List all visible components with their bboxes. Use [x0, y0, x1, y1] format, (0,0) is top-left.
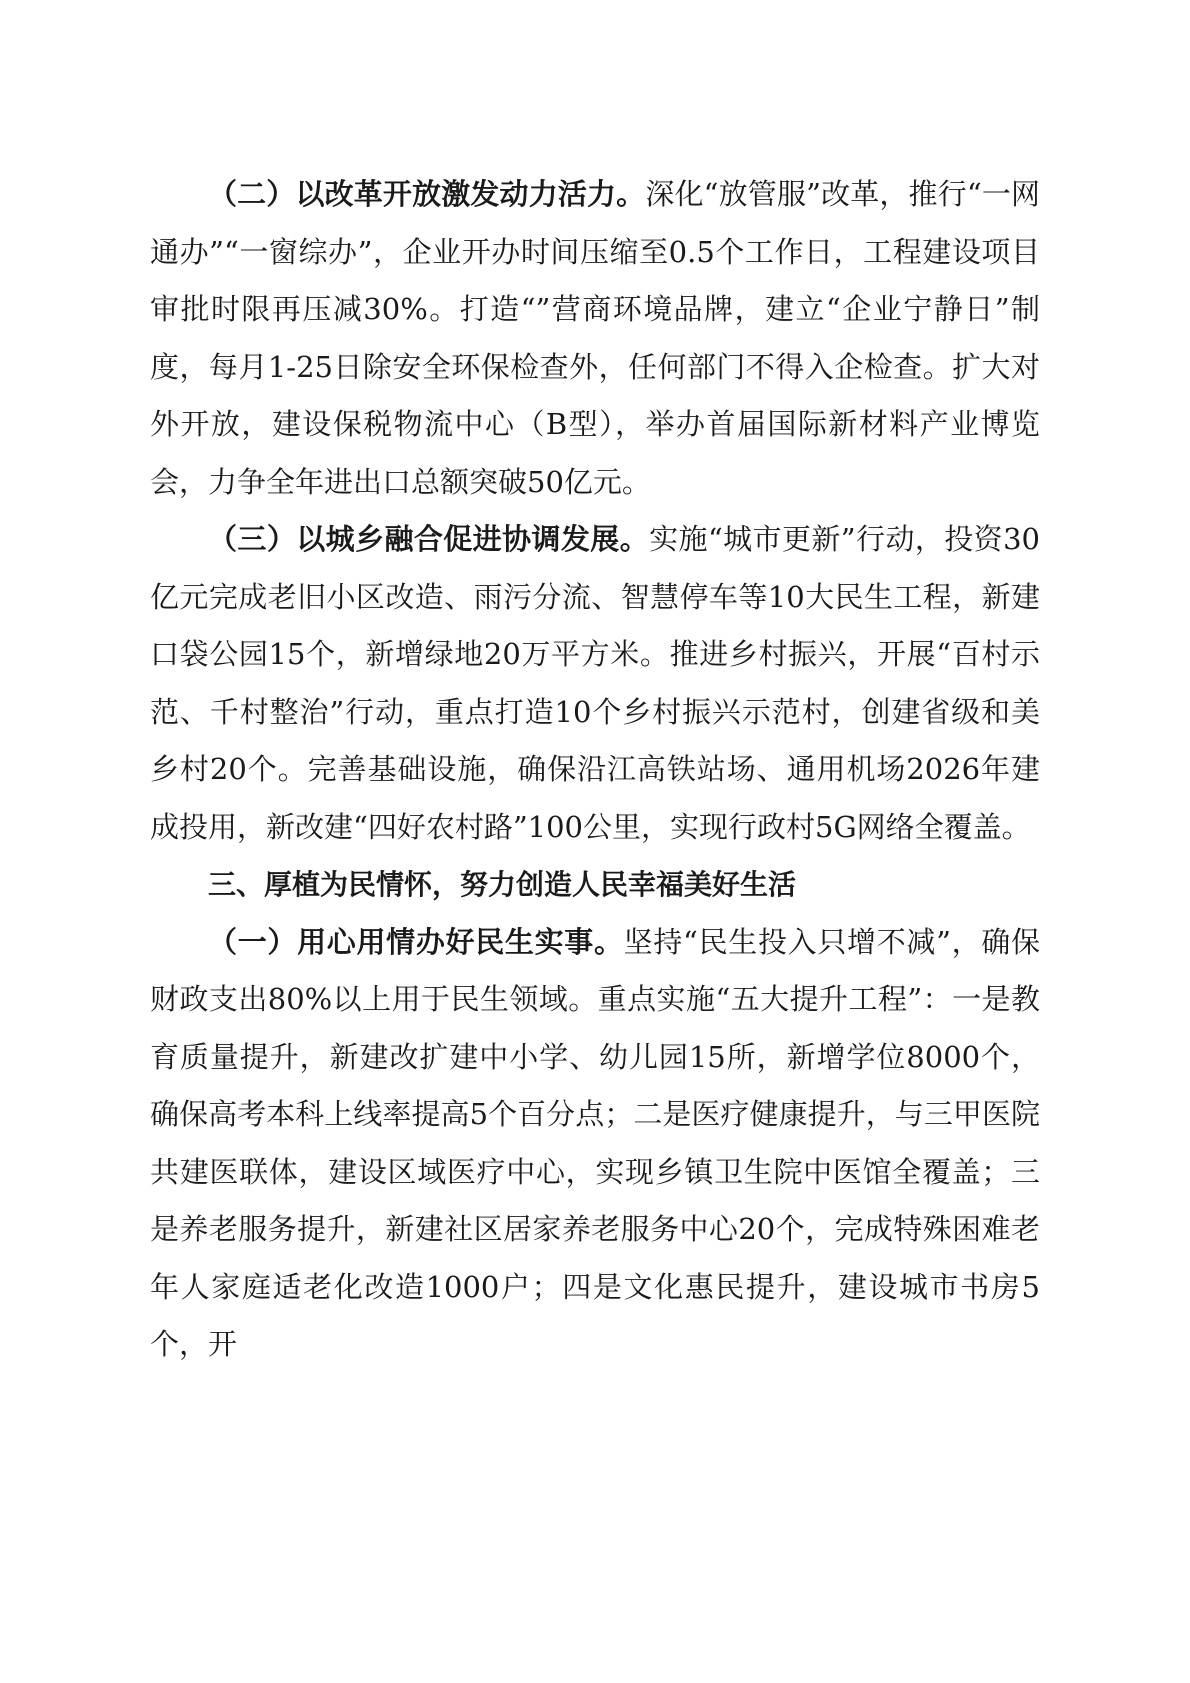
- document-page: [150, 166, 1040, 1374]
- paragraph-urban-rural: [150, 511, 1040, 856]
- paragraph-body: 深化“放管服”改革，推行“一网通办”“一窗综办”，企业开办时间压缩至0.5个工作日，工程建设项目审批时限再压减30%。打造“”营商环境品牌，建立“企业宁静日”制度，每月1-25日除安全环保检查外，任何部门不得入企检查。扩大对外开放，建设保税物流中心（B型），举办首届国际新材料产业博览会，力争全年进出口总额突破50亿元。: [150, 177, 1040, 499]
- paragraph-livelihood: [150, 914, 1040, 1374]
- paragraph-reform-opening: [150, 166, 1040, 511]
- paragraph-body: 坚持“民生投入只增不减”，确保财政支出80%以上用于民生领域。重点实施“五大提升工程”：一是教育质量提升，新建改扩建中小学、幼儿园15所，新增学位8000个，确保高考本科上线率提高5个百分点；二是医疗健康提升，与三甲医院共建医联体，建设区域医疗中心，实现乡镇卫生院中医馆全覆盖；三是养老服务提升，新建社区居家养老服务中心20个，完成特殊困难老年人家庭适老化改造1000户；四是文化惠民提升，建设城市书房5个，开: [150, 924, 1040, 1361]
- paragraph-lead: （一）用心用情办好民生实事。: [208, 924, 624, 959]
- paragraph-lead: （三）以城乡融合促进协调发展。: [208, 522, 650, 556]
- section-heading: 三、厚植为民情怀，努力创造人民幸福美好生活: [208, 868, 797, 901]
- paragraph-body: 实施“城市更新”行动，投资30亿元完成老旧小区改造、雨污分流、智慧停车等10大民生工程，新建口袋公园15个，新增绿地20万平方米。推进乡村振兴，开展“百村示范、千村整治”行动，重点打造10个乡村振兴示范村，创建省级和美乡村20个。完善基础设施，确保沿江高铁站场、通用机场2026年建成投用，新改建“四好农村路”100公里，实现行政村5G网络全覆盖。: [150, 522, 1040, 844]
- paragraph-lead: （二）以改革开放激发动力活力。: [208, 177, 646, 211]
